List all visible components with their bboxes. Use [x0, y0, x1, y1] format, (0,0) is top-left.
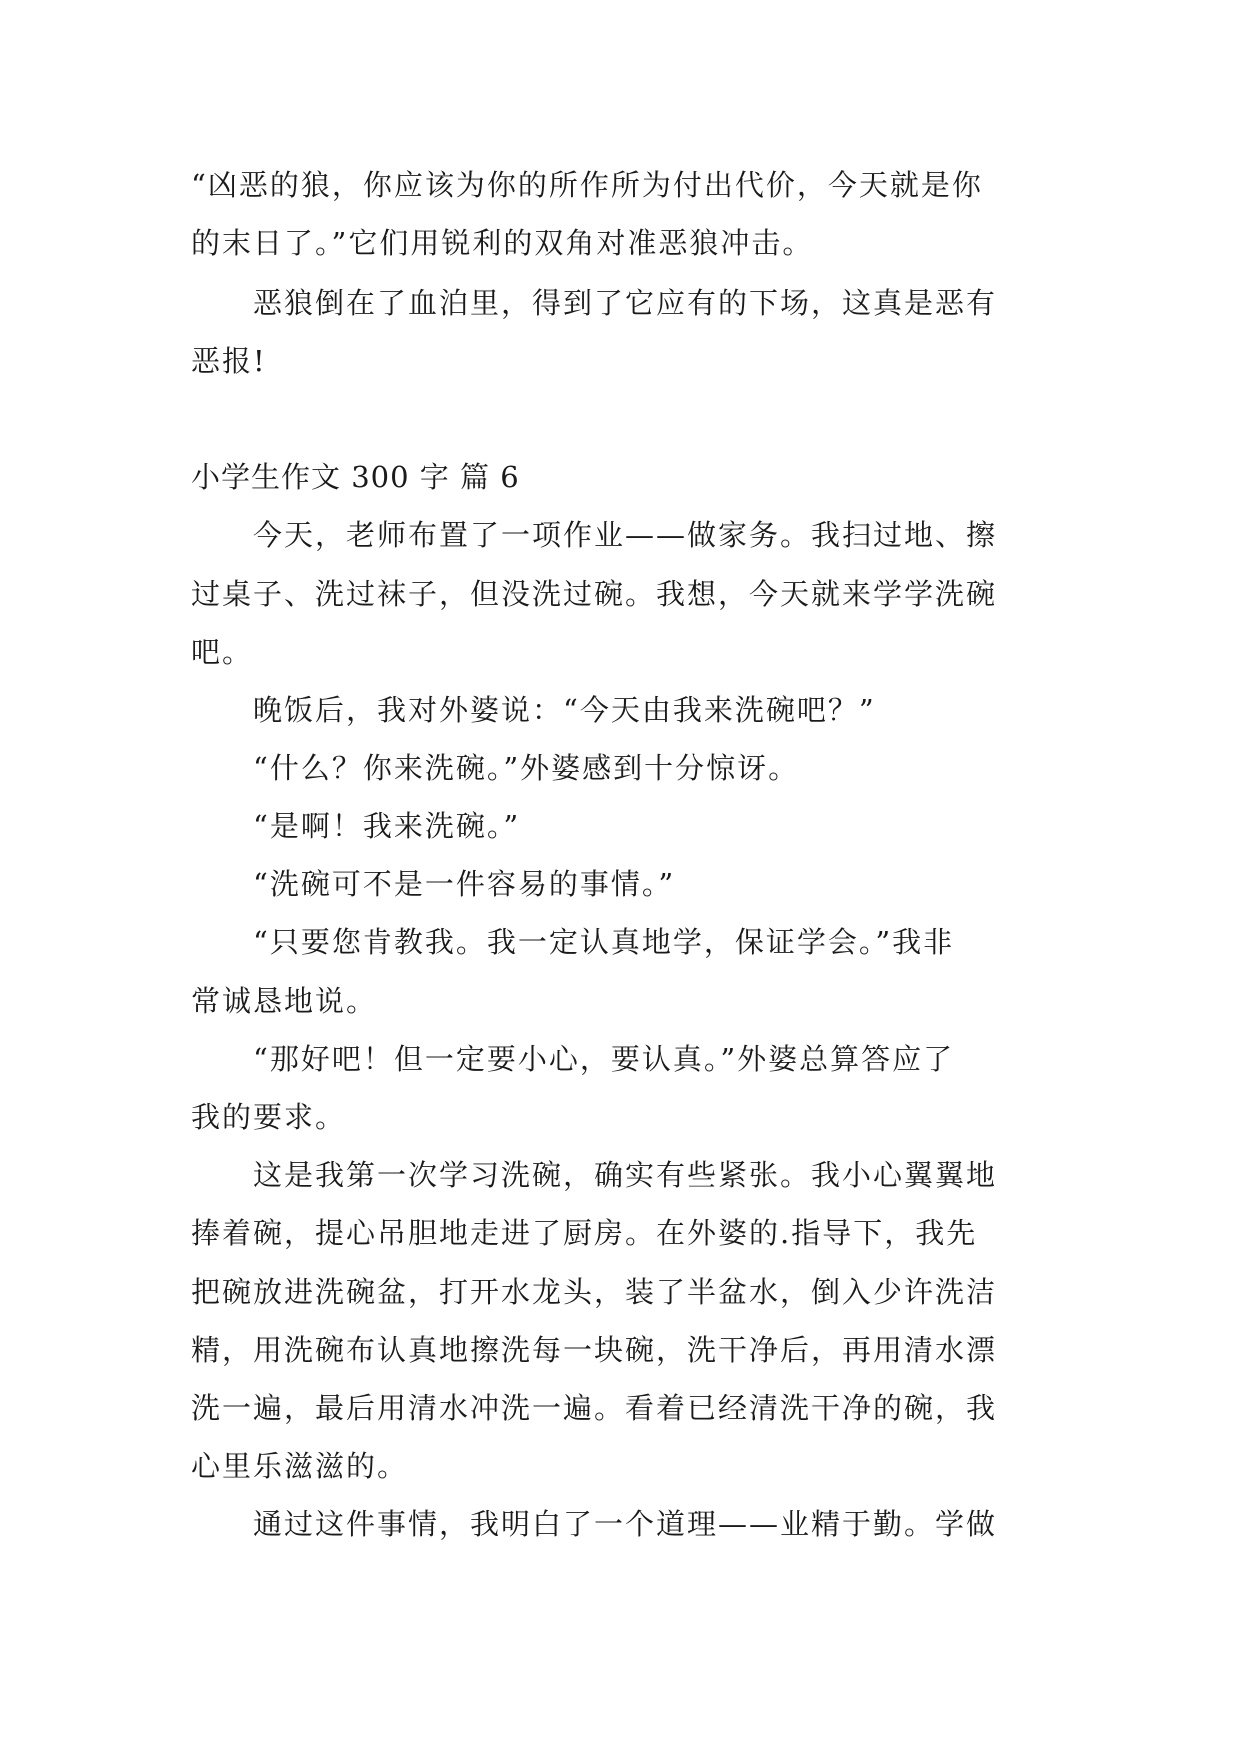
- paragraph-line: 恶狼倒在了血泊里，得到了它应有的下场，这真是恶有: [253, 286, 998, 320]
- paragraph-line: 过桌子、洗过袜子，但没洗过碗。我想，今天就来学学洗碗: [191, 577, 998, 611]
- paragraph-line: 精，用洗碗布认真地擦洗每一块碗，洗干净后，再用清水漂: [191, 1333, 998, 1367]
- paragraph-line: 这是我第一次学习洗碗，确实有些紧张。我小心翼翼地: [253, 1158, 998, 1192]
- paragraph-line: “洗碗可不是一件容易的事情。”: [253, 867, 676, 901]
- paragraph-line: 恶报!: [191, 344, 267, 378]
- paragraph-line: 把碗放进洗碗盆，打开水龙头，装了半盆水，倒入少许洗洁: [191, 1275, 998, 1309]
- paragraph-line: “什么？你来洗碗。”外婆感到十分惊讶。: [253, 751, 800, 785]
- section-title: 小学生作文 300 字 篇 6: [191, 460, 520, 494]
- paragraph-line: “只要您肯教我。我一定认真地学，保证学会。”我非: [253, 925, 955, 959]
- paragraph-line: 晚饭后，我对外婆说：“今天由我来洗碗吧？”: [253, 693, 876, 727]
- paragraph-line: 吧。: [191, 635, 254, 669]
- paragraph-line: 我的要求。: [191, 1100, 347, 1134]
- paragraph-line: 的末日了。”它们用锐利的双角对准恶狼冲击。: [191, 226, 814, 260]
- paragraph-line: “凶恶的狼，你应该为你的所作所为付出代价，今天就是你: [191, 168, 983, 202]
- paragraph-line: 心里乐滋滋的。: [191, 1449, 409, 1483]
- paragraph-line: 捧着碗，提心吊胆地走进了厨房。在外婆的.指导下，我先: [191, 1216, 978, 1250]
- paragraph-line: “是啊！我来洗碗。”: [253, 809, 521, 843]
- paragraph-line: 常诚恳地说。: [191, 984, 378, 1018]
- paragraph-line: 洗一遍，最后用清水冲洗一遍。看着已经清洗干净的碗，我: [191, 1391, 998, 1425]
- paragraph-line: 通过这件事情，我明白了一个道理——业精于勤。学做: [253, 1507, 998, 1541]
- paragraph-line: 今天，老师布置了一项作业——做家务。我扫过地、擦: [253, 518, 998, 552]
- paragraph-line: “那好吧！但一定要小心，要认真。”外婆总算答应了: [253, 1042, 955, 1076]
